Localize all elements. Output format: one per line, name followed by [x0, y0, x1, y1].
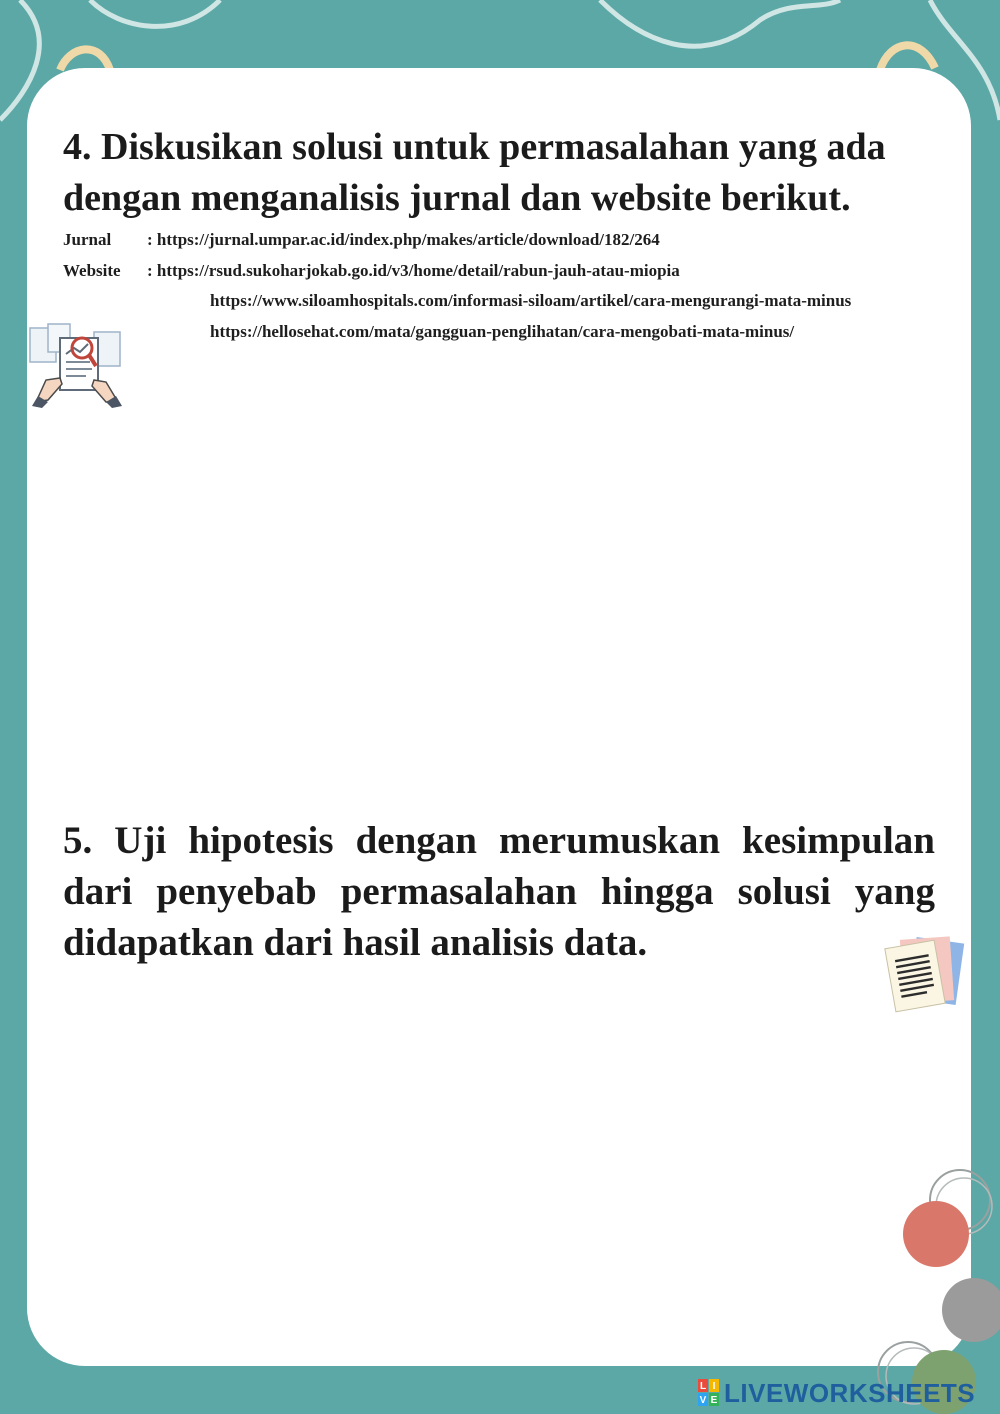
live-badge-icon — [698, 1379, 720, 1407]
magnifier-document-icon — [26, 322, 128, 408]
badge-letter: L — [699, 1381, 707, 1392]
reference-website-row — [63, 261, 680, 281]
website-url-3[interactable]: https://hellosehat.com/mata/gangguan-penglihatan/cara-mengobati-mata-minus/ — [210, 322, 795, 341]
papers-stack-icon — [884, 932, 968, 1018]
badge-letter: E — [710, 1395, 718, 1406]
question-5-heading: 5. Uji hipotesis dengan merumuskan kesimpulan dari penyebab permasalahan hingga solusi yang didapatkan dari hasil analisis data. — [63, 819, 935, 964]
badge-letter: I — [712, 1381, 716, 1392]
jurnal-url[interactable]: : https://jurnal.umpar.ac.id/index.php/makes/article/download/182/264 — [147, 230, 660, 249]
reference-jurnal-row — [63, 230, 660, 250]
jurnal-label: Jurnal — [63, 230, 112, 249]
website-url-2[interactable]: https://www.siloamhospitals.com/informasi-siloam/artikel/cara-mengurangi-mata-minus — [210, 291, 852, 310]
website-label: Website — [63, 261, 121, 280]
question-4-heading: 4. Diskusikan solusi untuk permasalahan yang ada dengan menganalisis jurnal dan website berikut. — [63, 126, 886, 219]
badge-letter: V — [699, 1395, 707, 1406]
website-url-1[interactable]: : https://rsud.sukoharjokab.go.id/v3/home/detail/rabun-jauh-atau-miopia — [147, 261, 680, 280]
liveworksheets-logo[interactable] — [698, 1376, 975, 1410]
logo-text: LIVEWORKSHEETS — [724, 1377, 976, 1408]
